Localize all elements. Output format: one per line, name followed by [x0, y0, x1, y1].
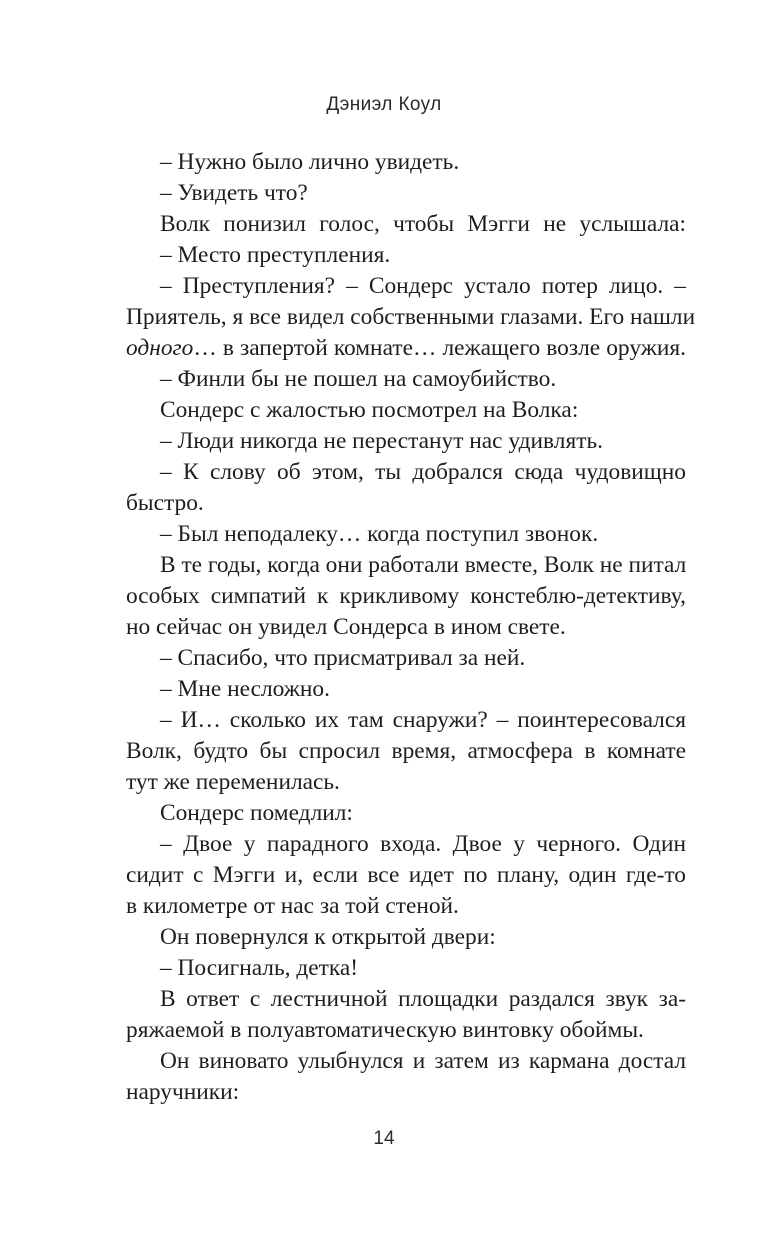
text-line: но сейчас он увидел Сондерса в ином свете.: [126, 614, 566, 640]
text-line: Волк понизил голос, чтобы Мэгги не услышала:: [160, 211, 686, 237]
text-line: ряжаемой в полуавтоматическую винтовку обоймы.: [126, 1017, 644, 1043]
text-fragment: … в запертой комнате… лежащего возле оружия.: [193, 335, 686, 361]
text-line-with-italic: [126, 333, 686, 364]
text-line: – Место преступления.: [160, 242, 391, 268]
text-line: Сондерс с жалостью посмотрел на Волка:: [160, 397, 579, 423]
text-line: – Двое у парадного входа. Двое у черного. Один: [160, 831, 686, 857]
body-text: [126, 147, 696, 1108]
text-line: – Был неподалеку… когда поступил звонок.: [160, 521, 599, 547]
text-line: Волк, будто бы спросил время, атмосфера в комнате: [126, 738, 686, 764]
running-head: Дэниэл Коул: [326, 94, 442, 115]
text-line: – Увидеть что?: [160, 180, 308, 206]
text-line: В те годы, когда они работали вместе, Волк не питал: [160, 552, 687, 578]
text-line: – Люди никогда не перестанут нас удивлять.: [160, 428, 603, 454]
text-line: – И… сколько их там снаружи? – поинтересовался: [160, 707, 686, 733]
italic-word: одного: [126, 335, 194, 361]
text-line: – К слову об этом, ты добрался сюда чудовищно: [160, 459, 686, 485]
text-line: Приятель, я все видел собственными глазами. Его нашли: [126, 304, 696, 330]
text-line: – Мне несложно.: [160, 676, 330, 702]
text-line: особых симпатий к крикливому констеблю-детективу,: [126, 583, 686, 609]
text-line: В ответ с лестничной площадки раздался звук за-: [160, 986, 686, 1012]
text-line: – Нужно было лично увидеть.: [160, 149, 460, 175]
text-line: – Преступления? – Сондерс устало потер лицо. –: [160, 273, 686, 299]
text-line: быстро.: [126, 490, 204, 516]
text-line: Сондерс помедлил:: [160, 800, 353, 826]
text-line: наручники:: [126, 1079, 240, 1105]
text-line: – Спасибо, что присматривал за ней.: [160, 645, 526, 671]
text-line: – Посигналь, детка!: [160, 955, 359, 981]
text-line: сидит с Мэгги и, если все идет по плану, один где-то: [126, 862, 686, 888]
text-line: тут же переменилась.: [126, 769, 340, 795]
text-line: в километре от нас за той стеной.: [126, 893, 459, 919]
text-line: Он повернулся к открытой двери:: [160, 924, 496, 950]
text-line: – Финли бы не пошел на самоубийство.: [160, 366, 557, 392]
text-line: Он виновато улыбнулся и затем из кармана достал: [160, 1048, 686, 1074]
page-number: 14: [373, 1128, 395, 1149]
